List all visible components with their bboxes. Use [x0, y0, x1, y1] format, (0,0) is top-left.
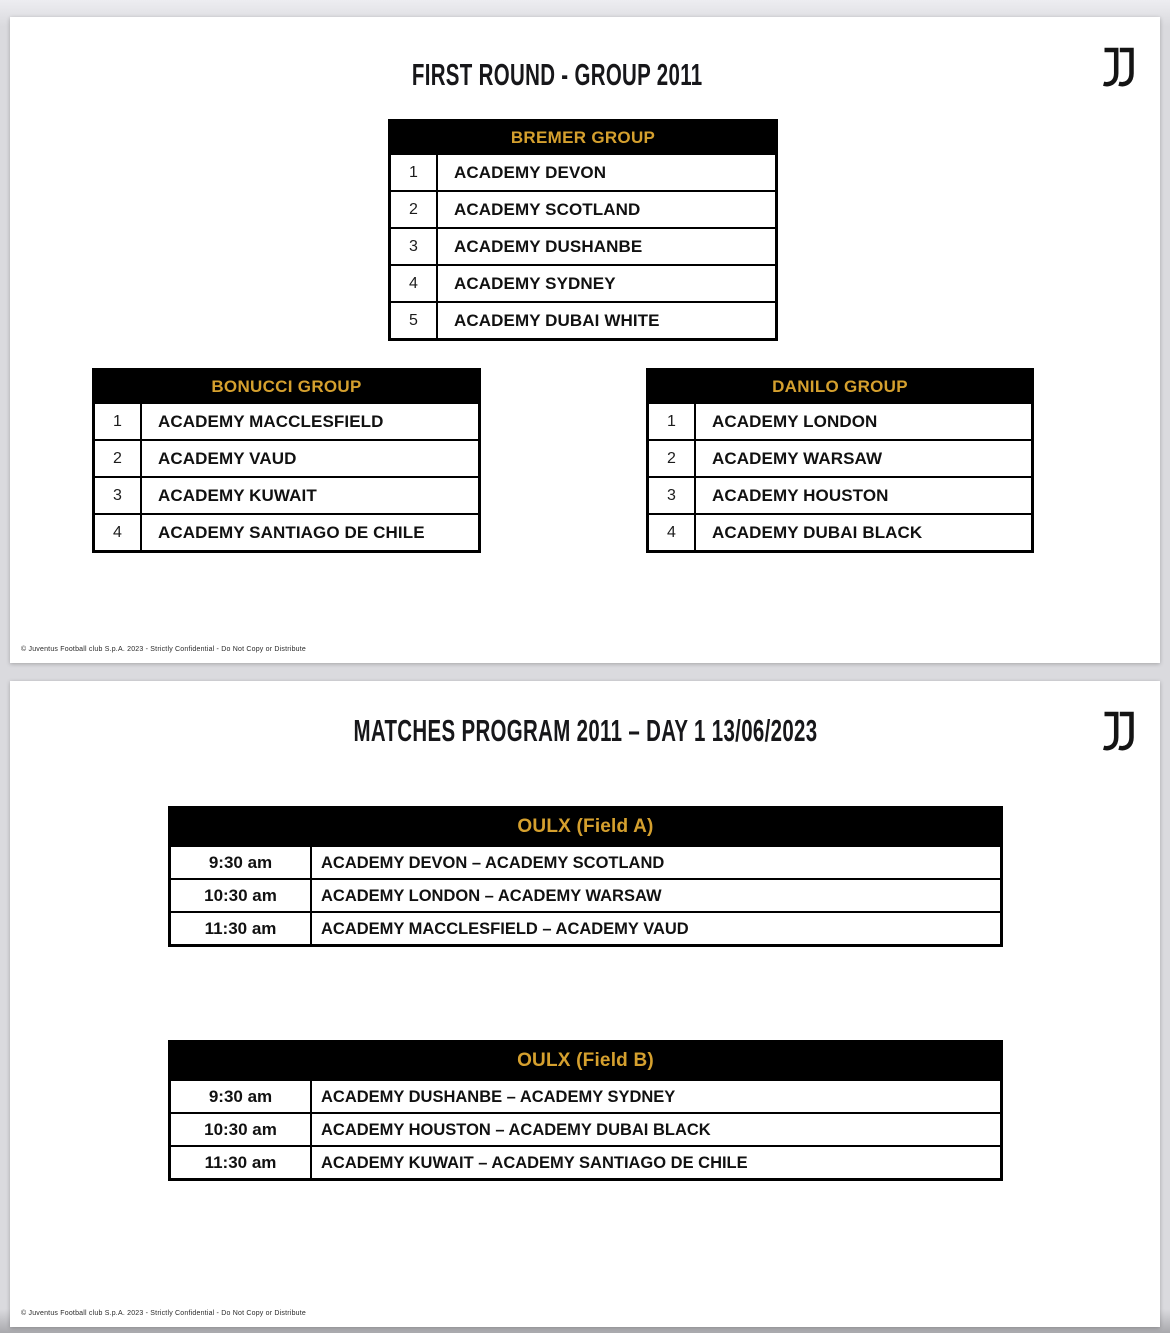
match-time-cell: 11:30 am — [171, 1147, 312, 1178]
match-time-cell: 10:30 am — [171, 1114, 312, 1145]
table-row — [391, 153, 775, 190]
venue-header: OULX (Field A) — [171, 809, 1000, 845]
match-time-cell: 10:30 am — [171, 880, 312, 911]
table-row — [391, 190, 775, 227]
match-row — [171, 878, 1000, 911]
row-number-cell: 5 — [391, 303, 438, 338]
row-number-cell: 3 — [391, 229, 438, 264]
team-name-cell: ACADEMY KUWAIT — [158, 485, 317, 505]
row-number-cell: 2 — [95, 441, 142, 476]
team-name-cell: ACADEMY SANTIAGO DE CHILE — [158, 522, 425, 542]
slide-page-groups — [10, 17, 1160, 663]
team-name-cell: ACADEMY MACCLESFIELD — [158, 411, 384, 431]
match-row — [171, 1112, 1000, 1145]
table-row — [391, 227, 775, 264]
table-row — [95, 513, 478, 550]
match-time-cell: 9:30 am — [171, 1081, 312, 1112]
match-fixture-cell — [312, 847, 1000, 878]
match-fixture-text: ACADEMY DEVON – ACADEMY SCOTLAND — [321, 852, 665, 872]
match-fixture-text: ACADEMY DUSHANBE – ACADEMY SYDNEY — [321, 1086, 676, 1106]
confidentiality-footer: © Juventus Football club S.p.A. 2023 - Strictly Confidential - Do Not Copy or Distribute — [21, 1310, 306, 1317]
match-fixture-text: ACADEMY MACCLESFIELD – ACADEMY VAUD — [321, 918, 689, 938]
page-title-text: MATCHES PROGRAM 2011 – DAY 1 13/06/2023 — [353, 713, 817, 748]
group-table-danilo — [646, 368, 1034, 553]
table-row — [649, 439, 1031, 476]
row-number-cell: 1 — [391, 155, 438, 190]
juventus-logo-icon — [1100, 43, 1136, 93]
table-row — [391, 264, 775, 301]
team-name-cell: ACADEMY LONDON — [712, 411, 878, 431]
table-row — [95, 476, 478, 513]
team-name-cell: ACADEMY SYDNEY — [454, 273, 616, 293]
match-row — [171, 1145, 1000, 1178]
schedule-table-field-a — [168, 806, 1003, 947]
table-row — [649, 476, 1031, 513]
team-name-cell: ACADEMY VAUD — [158, 448, 297, 468]
match-fixture-text: ACADEMY HOUSTON – ACADEMY DUBAI BLACK — [321, 1119, 711, 1139]
page-title — [10, 57, 1104, 93]
match-row — [171, 845, 1000, 878]
row-number-cell: 4 — [95, 515, 142, 550]
group-table-bonucci — [92, 368, 481, 553]
group-table-header: BREMER GROUP — [391, 122, 775, 153]
row-number-cell: 1 — [649, 404, 696, 439]
row-number-cell: 3 — [95, 478, 142, 513]
group-table-header: DANILO GROUP — [649, 371, 1031, 402]
match-fixture-cell — [312, 880, 1000, 911]
team-name-cell: ACADEMY HOUSTON — [712, 485, 889, 505]
team-name-cell: ACADEMY DUBAI BLACK — [712, 522, 923, 542]
table-row — [649, 402, 1031, 439]
team-name-cell: ACADEMY DUSHANBE — [454, 236, 643, 256]
group-table-header: BONUCCI GROUP — [95, 371, 478, 402]
table-row — [95, 402, 478, 439]
match-fixture-cell — [312, 913, 1000, 944]
match-fixture-cell — [312, 1114, 1000, 1145]
venue-header: OULX (Field B) — [171, 1043, 1000, 1079]
table-row — [391, 301, 775, 338]
row-number-cell: 2 — [649, 441, 696, 476]
row-number-cell: 4 — [649, 515, 696, 550]
match-row — [171, 1079, 1000, 1112]
team-name-cell: ACADEMY SCOTLAND — [454, 199, 641, 219]
match-row — [171, 911, 1000, 944]
match-fixture-text: ACADEMY KUWAIT – ACADEMY SANTIAGO DE CHILE — [321, 1152, 748, 1172]
match-fixture-cell — [312, 1147, 1000, 1178]
page-title-text: FIRST ROUND - GROUP 2011 — [411, 57, 703, 92]
team-name-cell: ACADEMY DEVON — [454, 162, 607, 182]
page-title — [10, 713, 1160, 749]
match-time-cell: 9:30 am — [171, 847, 312, 878]
schedule-table-field-b — [168, 1040, 1003, 1181]
team-name-cell: ACADEMY DUBAI WHITE — [454, 310, 660, 330]
row-number-cell: 3 — [649, 478, 696, 513]
group-table-bremer — [388, 119, 778, 341]
table-row — [649, 513, 1031, 550]
match-fixture-cell — [312, 1081, 1000, 1112]
row-number-cell: 4 — [391, 266, 438, 301]
table-row — [95, 439, 478, 476]
row-number-cell: 1 — [95, 404, 142, 439]
match-fixture-text: ACADEMY LONDON – ACADEMY WARSAW — [321, 885, 662, 905]
juventus-logo-icon — [1100, 707, 1136, 757]
confidentiality-footer: © Juventus Football club S.p.A. 2023 - Strictly Confidential - Do Not Copy or Distribute — [21, 646, 306, 653]
match-time-cell: 11:30 am — [171, 913, 312, 944]
slide-page-matches — [10, 681, 1160, 1327]
team-name-cell: ACADEMY WARSAW — [712, 448, 883, 468]
row-number-cell: 2 — [391, 192, 438, 227]
